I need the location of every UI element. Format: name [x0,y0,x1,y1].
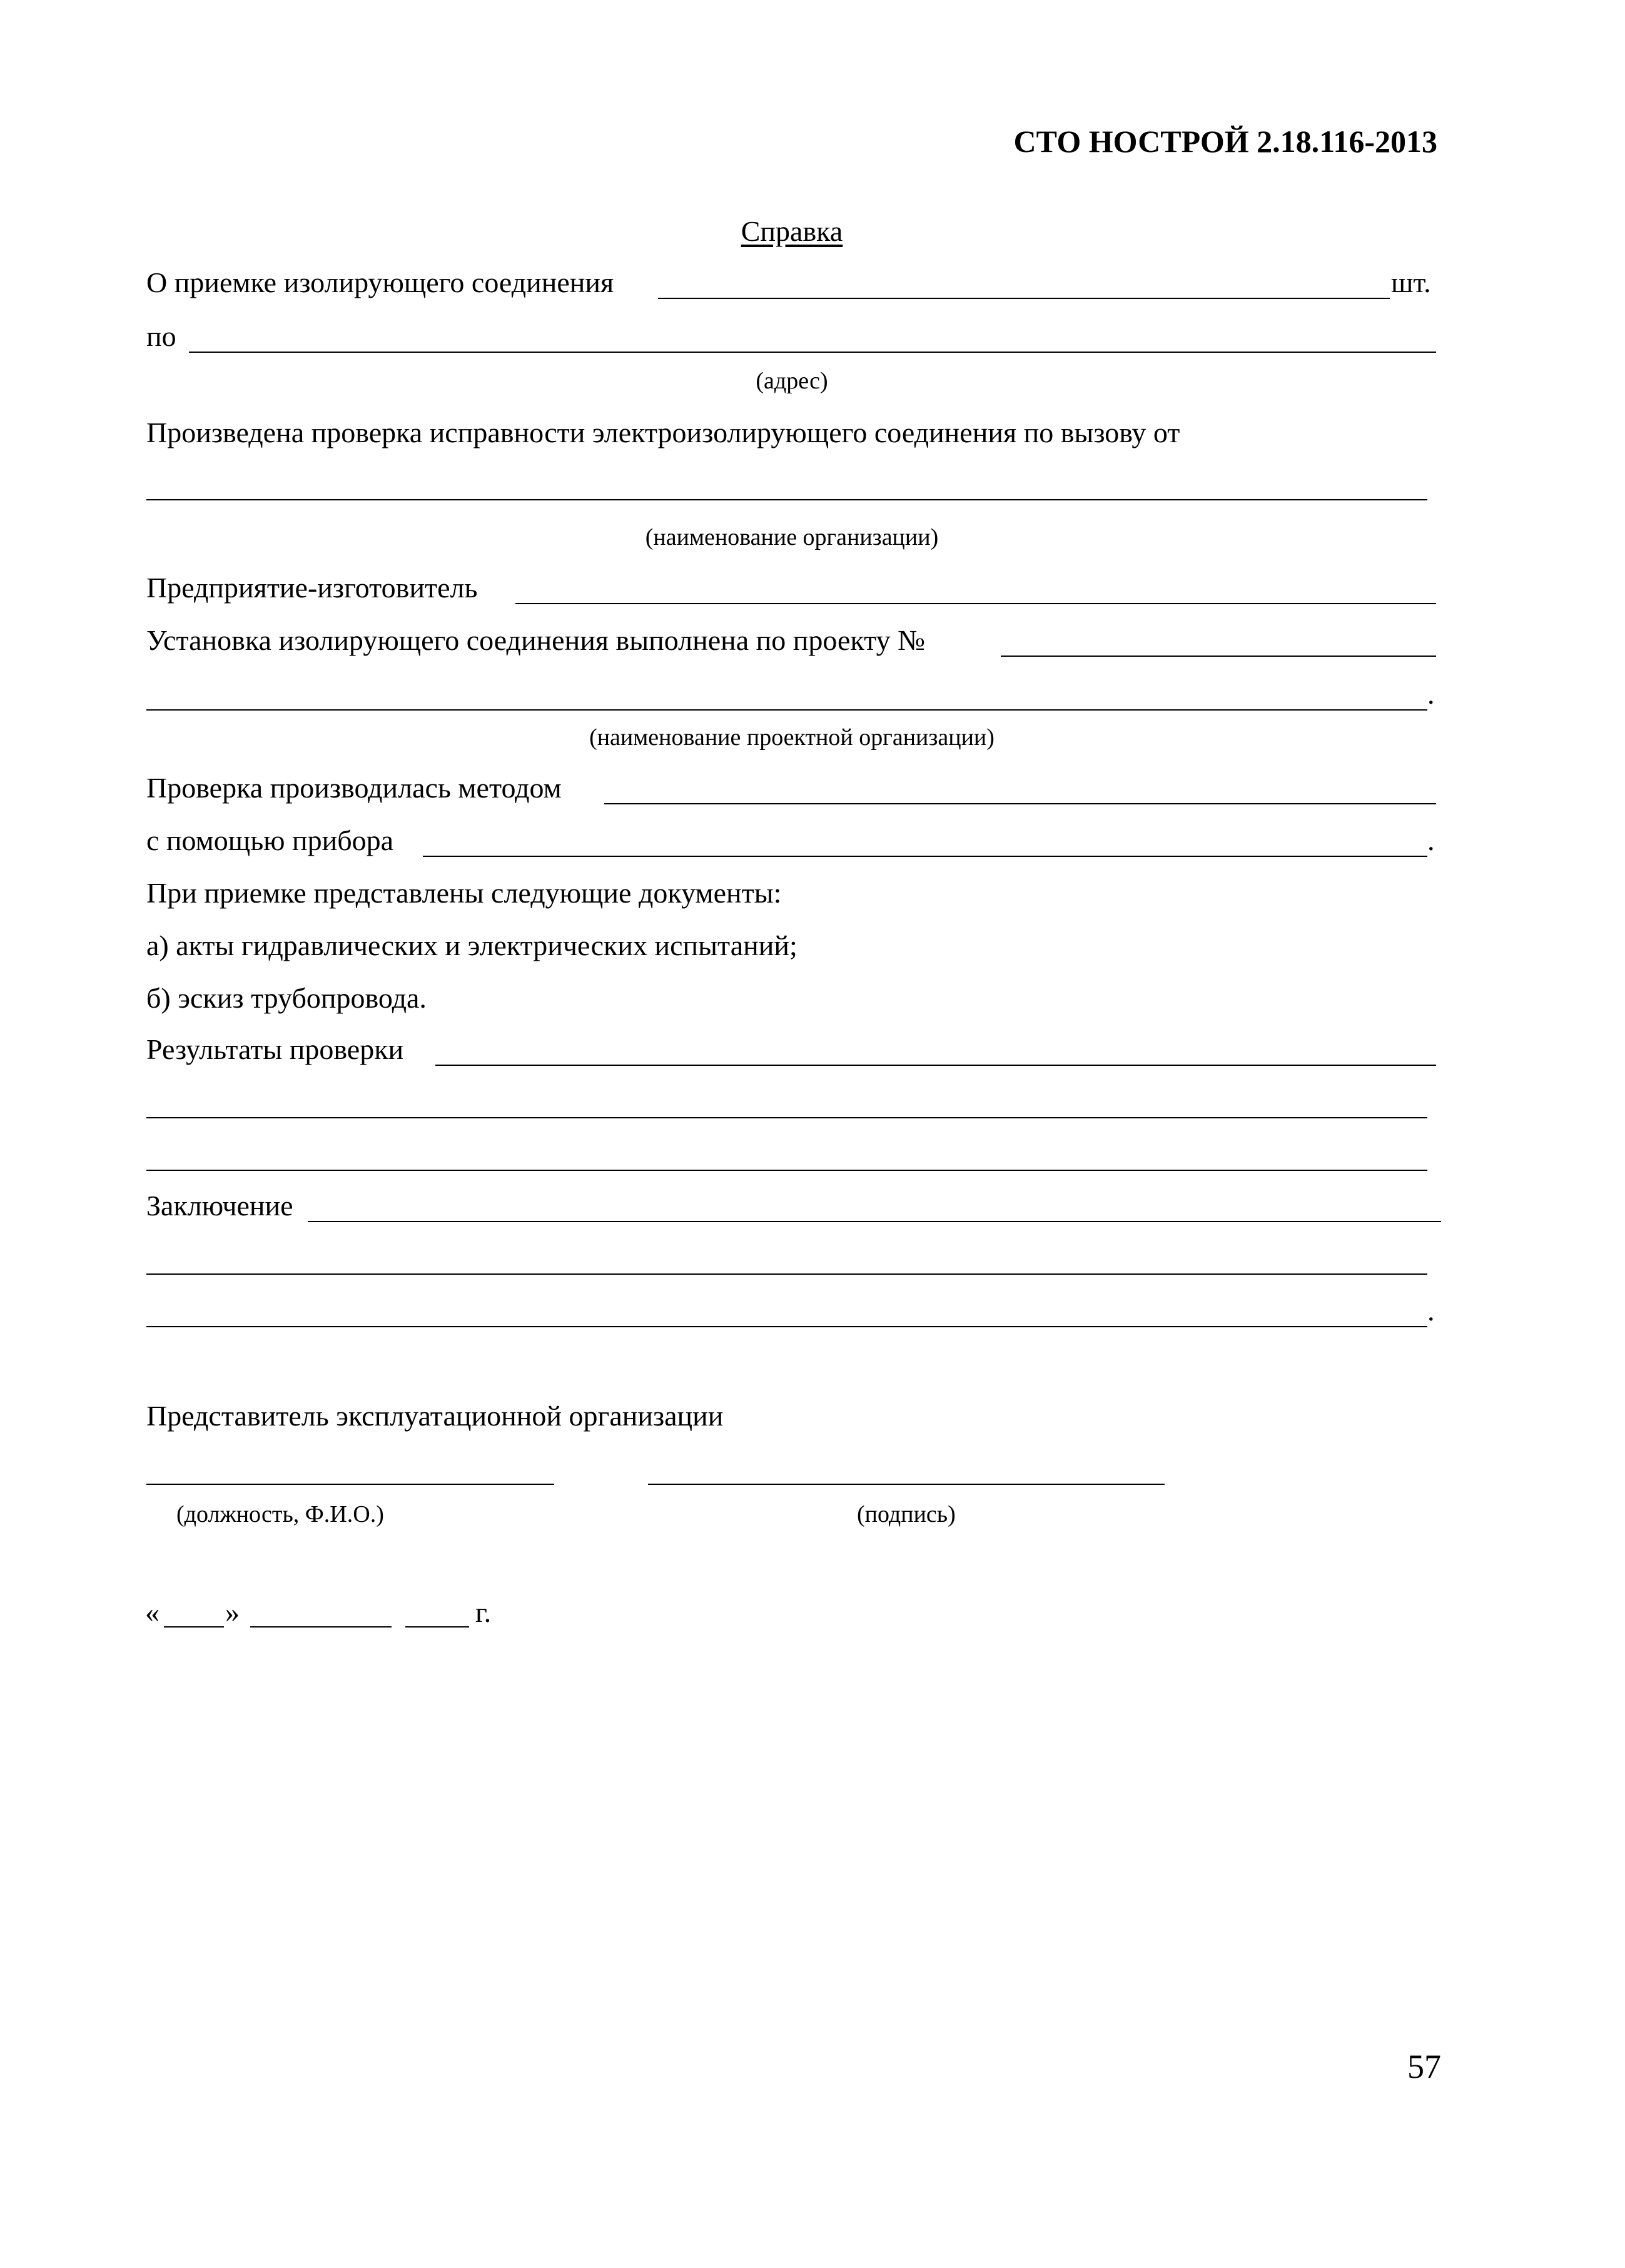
project-period: . [1427,678,1435,710]
project-organization-field[interactable] [146,709,1427,711]
device-label: с помощью прибора [146,824,394,856]
position-name-field[interactable] [146,1484,554,1485]
signature-field[interactable] [648,1484,1165,1485]
date-month-field[interactable] [250,1626,392,1628]
project-label: Установка изолирующего соединения выполнена по проекту № [146,624,925,656]
documents-intro: При приемке представлены следующие документы: [146,877,782,909]
date-year-suffix: г. [475,1596,492,1628]
acceptance-count-field[interactable] [658,298,1390,299]
project-number-field[interactable] [1001,656,1436,657]
date-year-field[interactable] [405,1626,469,1628]
acceptance-unit-suffix: шт. [1391,266,1431,298]
organization-caption: (наименование организации) [645,524,939,550]
conclusion-field-line-3[interactable] [146,1326,1427,1327]
conclusion-field-line-1[interactable] [308,1221,1441,1222]
address-caption: (адрес) [756,368,828,394]
method-field[interactable] [604,803,1436,804]
document-item: а) акты гидравлических и электрических испытаний; [146,929,797,961]
manufacturer-label: Предприятие-изготовитель [146,572,478,604]
project-organization-caption: (наименование проектной организации) [589,724,995,751]
results-field-line-1[interactable] [435,1065,1436,1066]
date-close-quote: » [225,1596,240,1628]
conclusion-period: . [1427,1295,1435,1327]
conclusion-field-line-2[interactable] [146,1273,1427,1275]
check-statement: Произведена проверка исправности электроизолирующего соединения по вызову от [146,417,1180,448]
document-standard-code: СТО НОСТРОЙ 2.18.116-2013 [1013,124,1437,159]
date-day-field[interactable] [164,1626,224,1628]
manufacturer-field[interactable] [515,603,1436,604]
position-name-caption: (должность, Ф.И.О.) [176,1501,384,1527]
conclusion-label: Заключение [146,1190,293,1222]
page-number: 57 [1407,2048,1441,2085]
document-item: б) эскиз трубопровода. [146,982,427,1014]
address-field[interactable] [189,352,1436,353]
device-field[interactable] [423,856,1427,857]
form-title: Справка [741,215,843,247]
results-label: Результаты проверки [146,1033,404,1065]
device-period: . [1427,824,1435,856]
signature-caption: (подпись) [857,1501,956,1527]
results-field-line-3[interactable] [146,1170,1427,1171]
address-label: по [146,320,176,352]
date-open-quote: « [145,1596,159,1628]
representative-label: Представитель эксплуатационной организации [146,1400,724,1432]
organization-field[interactable] [146,499,1427,500]
acceptance-label: О приемке изолирующего соединения [146,266,614,298]
results-field-line-2[interactable] [146,1117,1427,1118]
method-label: Проверка производилась методом [146,772,562,804]
